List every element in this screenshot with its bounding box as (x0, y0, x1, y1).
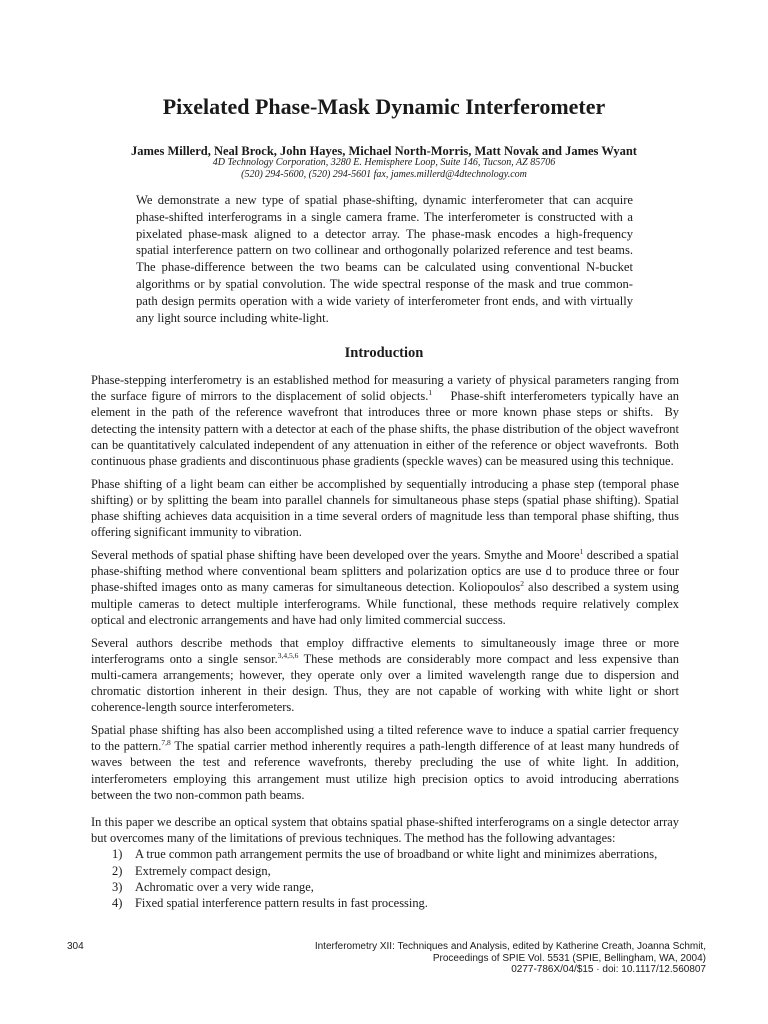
affiliation-contact: (520) 294-5600, (520) 294-5601 fax, james.millerd@4dtechnology.com (241, 169, 527, 180)
page-number: 304 (67, 941, 84, 952)
citation-ref: 2 (520, 579, 524, 589)
list-item-number: 3) (112, 879, 123, 894)
list-item (112, 895, 679, 911)
citation-ref: 3,4,5,6 (277, 650, 299, 660)
paragraph-4 (91, 635, 679, 716)
paragraph-5 (91, 722, 679, 803)
paragraph-1-text-b: Phase-shift interferometers typically have an element in the path of the reference wavefront that introduces three or more known phase steps or shifts. By detecting the intensity pattern with a detector at each of the phase shifts, the phase distribution of the object wavefront can be quantitatively calculated independent of any attenuation in either of the reference or object wavefronts. Both continuous phase gradients and discontinuous phase gradients (speckle waves) can be measured using this technique. (91, 389, 683, 469)
section-heading: Introduction (344, 345, 424, 361)
paragraph-3 (91, 547, 679, 628)
paragraph-5-text-b: The spatial carrier method inherently requires a path-length difference of at least many hundreds of waves between the test and reference wavefronts, thereby precluding the use of white light. In addition, interferometers employing this arrangement must utilize high precision optics to avoid introducing aberrations between the two non-common path beams. (91, 739, 679, 802)
paper-title: Pixelated Phase-Mask Dynamic Interferometer (162, 94, 606, 119)
paragraph-4-text-a: Several authors describe methods that employ diffractive elements to simultaneously image three or more interferograms onto a single sensor. (91, 635, 679, 666)
list-item-number: 4) (112, 896, 123, 911)
affiliation-address: 4D Technology Corporation, 3280 E. Hemisphere Loop, Suite 146, Tucson, AZ 85706 (212, 157, 556, 168)
list-item (112, 846, 679, 862)
paragraph-4-text-b: These methods are considerably more compact and less expensive than multi-camera arrangements; however, they operate only over a limited wavelength range due to dispersion and chromatic distortion inherent in their design. Thus, they are not capable of working with white light or short coherence-length source interferometers. (91, 651, 679, 715)
paragraph-3-text-b: described a spatial phase-shifting method where conventional beam splitters and polarization optics are use d to produce three or four phase-shifted images onto as many cameras for simultaneous detection. Koliopoulos (91, 548, 679, 595)
footer-line-2: Proceedings of SPIE Vol. 5531 (SPIE, Bellingham, WA, 2004) (432, 952, 706, 964)
affiliation (0, 157, 768, 181)
list-item-number: 2) (112, 863, 123, 878)
advantages-list (91, 846, 679, 911)
citation-footer (246, 941, 706, 976)
list-item-text: A true common path arrangement permits the use of broadband or white light and minimizes aberrations, (135, 847, 658, 862)
paragraph-1 (91, 372, 683, 469)
footer-line-3: 0277-786X/04/$15 · doi: 10.1117/12.560807 (511, 964, 706, 975)
paragraph-3-text-a: Several methods of spatial phase shifting have been developed over the years. Smythe and Moore (91, 548, 580, 563)
paragraph-2: Phase shifting of a light beam can either be accomplished by sequentially introducing a phase step (temporal phase shifting) or by splitting the beam into parallel channels for simultaneous phase steps (spatial phase shifting). Spatial phase shifting achieves data acquisition in a time several orders of magnitude less than temporal phase shifting, thus offering significant immunity to vibration. (91, 476, 679, 540)
paragraph-6: In this paper we describe an optical system that obtains spatial phase-shifted interferograms on a single detector array but overcomes many of the limitations of previous techniques. The method has the following advantages: (91, 815, 679, 846)
citation-ref: 1 (579, 547, 584, 557)
section-body (91, 372, 683, 911)
list-item-text: Fixed spatial interference pattern results in fast processing. (135, 896, 428, 911)
citation-ref: 1 (428, 388, 433, 398)
list-item-number: 1) (112, 847, 123, 862)
citation-ref: 7,8 (161, 738, 171, 748)
author-list: James Millerd, Neal Brock, John Hayes, Michael North-Morris, Matt Novak and James Wyant (131, 144, 637, 158)
abstract: We demonstrate a new type of spatial phase-shifting, dynamic interferometer that can acquire phase-shifted interferograms in a single camera frame. The interferometer is constructed with a pixelated phase-mask aligned to a detector array. The phase-mask encodes a high-frequency spatial interference pattern on two collinear and orthogonally polarized reference and test beams. The phase-difference between the two beams can be calculated using conventional N-bucket algorithms or by spatial convolution. The wide spectral response of the mask and true common-path design permits operation with a wide variety of interferometer front ends, and with virtually any light source including white-light. (136, 193, 633, 325)
footer-line-1: Interferometry XII: Techniques and Analysis, edited by Katherine Creath, Joanna Schmit, (314, 941, 706, 952)
list-item-text: Achromatic over a very wide range, (135, 879, 314, 894)
list-item (112, 879, 679, 895)
paragraph-3-text-c: also described a system using multiple cameras to detect multiple interferograms. While functional, these methods require relatively complex optical and electronic arrangements and have had only limited commercial success. (91, 580, 680, 627)
list-item-text: Extremely compact design, (135, 863, 271, 878)
paragraph-1-text-a: Phase-stepping interferometry is an established method for measuring a variety of physical parameters ranging from the surface figure of mirrors to the displacement of solid objects. (91, 373, 679, 404)
paragraph-5-text-a: Spatial phase shifting has also been accomplished using a tilted reference wave to induce a spatial carrier frequency to the pattern. (91, 723, 679, 754)
list-item (112, 863, 679, 879)
